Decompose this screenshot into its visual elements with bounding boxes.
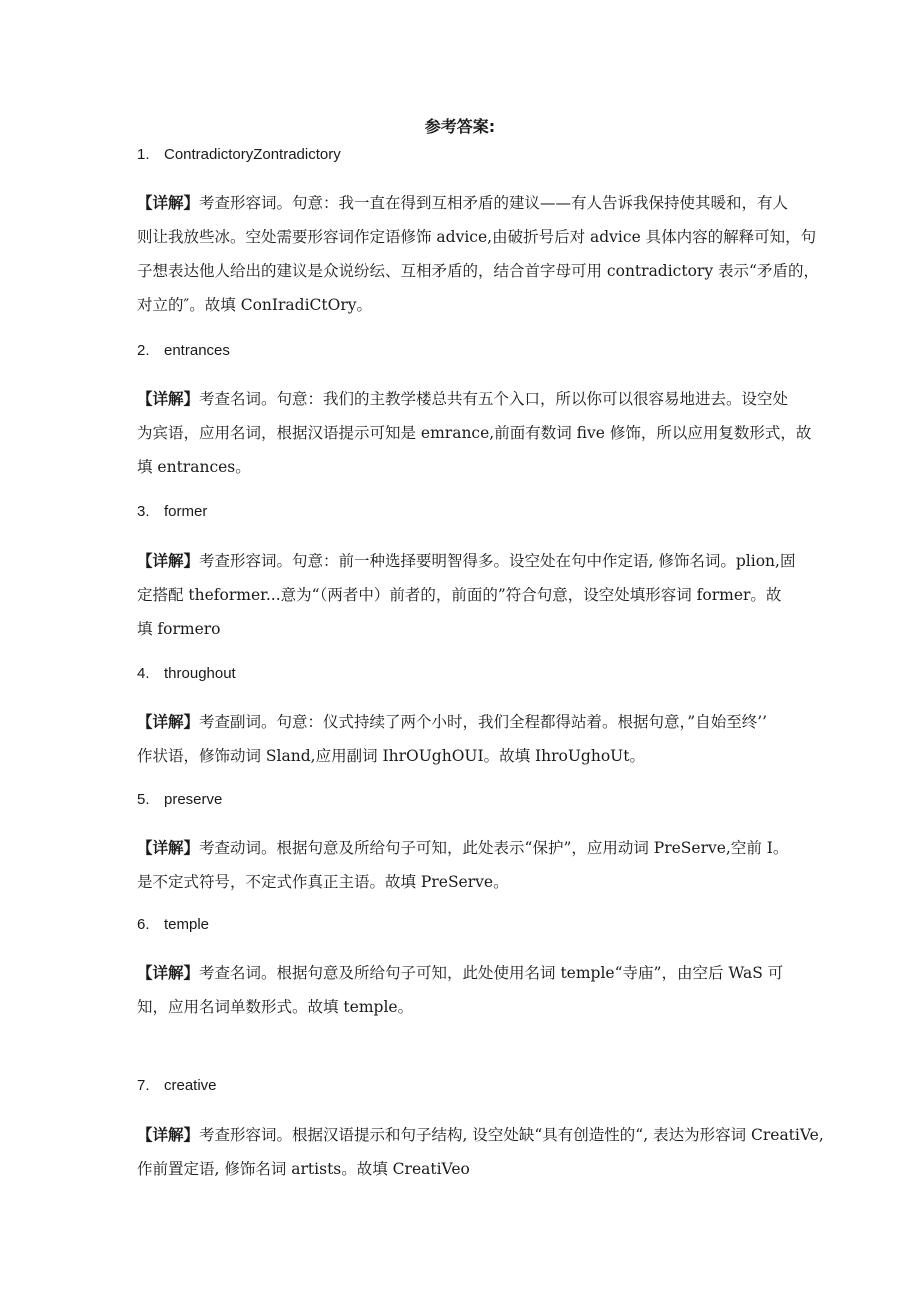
answer-number: 6.: [137, 916, 150, 933]
answer-item-6: [137, 915, 209, 935]
explanation-line: 填 formero: [137, 620, 221, 638]
explanation-tag: 【详解】: [137, 712, 200, 731]
answer-item-1: [137, 145, 341, 165]
explanation-tag: 【详解】: [137, 963, 200, 982]
explanation-4: [137, 705, 791, 773]
explanation-line: 考查副词。句意：仪式持续了两个小时，我们全程都得站着。根据句意，”自始至终’’: [199, 713, 768, 731]
explanation-tag: 【详解】: [137, 1125, 200, 1144]
explanation-line: 考查形容词。句意：前一种选择要明智得多。设空处在句中作定语, 修饰名词。plion,固: [199, 552, 796, 570]
explanation-line: 对立的″。故填 ConIradiCtOry。: [137, 296, 373, 314]
explanation-6: [137, 956, 791, 1024]
answer-number: 4.: [137, 665, 150, 682]
explanation-line: 考查名词。句意：我们的主教学楼总共有五个入口，所以你可以很容易地进去。设空处: [199, 390, 789, 408]
explanation-line: 知，应用名词单数形式。故填 temple。: [137, 998, 414, 1016]
explanation-5: [137, 831, 791, 899]
answer-number: 2.: [137, 342, 150, 359]
answer-number: 1.: [137, 146, 150, 163]
answer-item-2: [137, 341, 230, 361]
explanation-7: [137, 1118, 824, 1186]
answer-text: throughout: [164, 665, 236, 682]
answer-number: 7.: [137, 1077, 150, 1094]
explanation-line: 考查动词。根据句意及所给句子可知，此处表示“保护”，应用动词 PreServe,空前 I。: [199, 839, 789, 857]
explanation-line: 考查形容词。句意：我一直在得到互相矛盾的建议——有人告诉我保持使其暖和，有人: [199, 194, 789, 212]
page-title: 参考答案:: [424, 117, 496, 136]
answer-text: creative: [164, 1077, 217, 1094]
answer-text: former: [164, 503, 208, 520]
explanation-line: 填 entrances。: [137, 458, 251, 476]
explanation-tag: 【详解】: [137, 389, 200, 408]
explanation-1: [137, 186, 819, 322]
explanation-2: [137, 382, 812, 484]
answer-item-3: [137, 502, 207, 522]
explanation-3: [137, 544, 796, 646]
answer-number: 5.: [137, 791, 150, 808]
explanation-line: 是不定式符号，不定式作真正主语。故填 PreServe。: [137, 873, 509, 891]
explanation-line: 为宾语，应用名词，根据汉语提示可知是 emrance,前面有数词 five 修饰，所以应用复数形式，故: [137, 424, 812, 442]
answer-text: entrances: [164, 342, 230, 359]
explanation-line: 考查名词。根据句意及所给句子可知，此处使用名词 temple“寺庙”，由空后 WaS 可: [199, 964, 784, 982]
explanation-tag: 【详解】: [137, 838, 200, 857]
explanation-line: 作前置定语, 修饰名词 artists。故填 CreatiVeo: [137, 1160, 470, 1178]
explanation-line: 子想表达他人给出的建议是众说纷纭、互相矛盾的，结合首字母可用 contradictory 表示“矛盾的，: [137, 262, 819, 280]
explanation-line: 则让我放些冰。空处需要形容词作定语修饰 advice,由破折号后对 advice 具体内容的解释可知，句: [137, 228, 817, 246]
explanation-line: 考查形容词。根据汉语提示和句子结构, 设空处缺“具有创造性的“, 表达为形容词 CreatiVe,: [199, 1126, 824, 1144]
explanation-line: 定搭配 theformer...意为“（两者中）前者的，前面的”符合句意，设空处填形容词 former。故: [137, 586, 782, 604]
answer-item-5: [137, 790, 222, 810]
answer-text: temple: [164, 916, 210, 933]
answer-text: ContradictoryZontradictory: [164, 146, 341, 163]
answer-item-4: [137, 664, 236, 684]
explanation-tag: 【详解】: [137, 551, 200, 570]
explanation-line: 作状语，修饰动词 Sland,应用副词 IhrOUghOUI。故填 IhroUghoUt。: [137, 747, 645, 765]
answer-number: 3.: [137, 503, 150, 520]
answer-text: preserve: [164, 791, 223, 808]
answer-item-7: [137, 1076, 217, 1096]
explanation-tag: 【详解】: [137, 193, 200, 212]
